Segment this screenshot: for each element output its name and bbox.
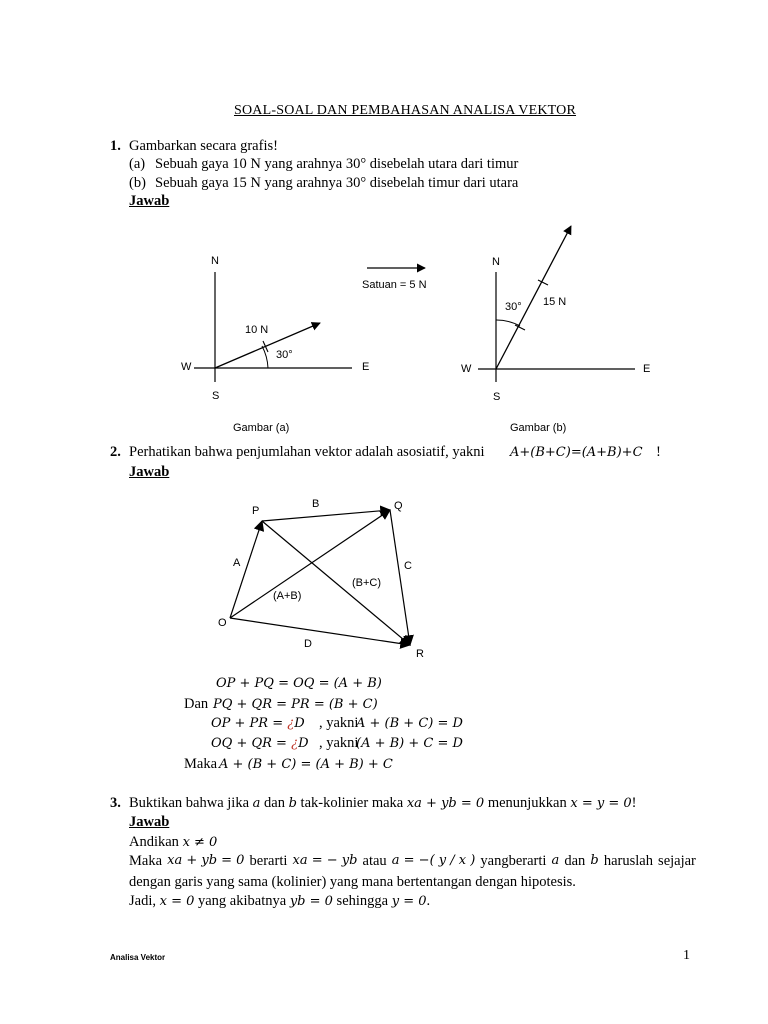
q2-line-5: A + (B + C) = (A + B) + C bbox=[219, 757, 393, 772]
q1-a-text: Sebuah gaya 10 N yang arahnya 30° disebelah utara dari timur bbox=[155, 156, 519, 172]
vector-b bbox=[262, 510, 390, 521]
q3-maka-berarti: berarti bbox=[249, 853, 288, 869]
q3-line-2: dengan garis yang sama (kolinier) yang mana bertentangan dengan hipotesis. bbox=[129, 874, 576, 890]
q3-maka-expr-1: xa + yb = 0 bbox=[167, 853, 245, 868]
q2-label-a-plus-b: (A+B) bbox=[273, 590, 302, 602]
figure-a bbox=[194, 272, 352, 382]
q3-jadi-expr-1: x = 0 bbox=[159, 894, 195, 909]
q3-maka-yangberarti: yangberarti bbox=[480, 853, 547, 869]
q3-expr-1: xa + yb = 0 bbox=[406, 796, 485, 811]
vector-a-plus-b bbox=[230, 510, 390, 618]
q2-line-3 bbox=[211, 716, 305, 731]
fig-b-label-s: S bbox=[493, 391, 501, 403]
q2-label-o: O bbox=[218, 617, 227, 629]
fig-b-label-w: W bbox=[461, 363, 472, 375]
q2-line-4-math2: (A + B) + C = D bbox=[356, 736, 463, 751]
q2-line-3-red: ¿ bbox=[287, 716, 295, 731]
fig-a-force-label: 10 N bbox=[245, 324, 269, 336]
q1-b-text: Sebuah gaya 15 N yang arahnya 30° disebelah timur dari utara bbox=[155, 175, 519, 191]
q2-label-b-plus-c: (B+C) bbox=[352, 577, 382, 589]
q2-line-4-math: OQ + QR = bbox=[211, 736, 292, 751]
q2-line-4-after: D bbox=[298, 736, 309, 751]
q3-jadi-expr-2: yb = 0 bbox=[289, 894, 333, 909]
q3-maka-atau: atau bbox=[362, 853, 387, 869]
q1-number: 1. bbox=[110, 138, 121, 154]
fig-a-label-w: W bbox=[181, 361, 192, 373]
q3-maka-var-b: b bbox=[590, 853, 599, 868]
q2-line-5-prefix: Maka bbox=[184, 756, 218, 772]
q3-end: ! bbox=[631, 795, 637, 811]
q1-b-label: (b) bbox=[129, 175, 146, 191]
fig-a-caption: Gambar (a) bbox=[233, 422, 290, 434]
figure-q2 bbox=[230, 510, 410, 645]
q3-maka-line bbox=[129, 853, 696, 870]
q3-maka-var-a: a bbox=[551, 853, 560, 868]
q3-jadi-line bbox=[129, 893, 430, 910]
page-number: 1 bbox=[683, 948, 690, 963]
q3-text-2: tak-kolinier maka bbox=[300, 795, 404, 811]
q3-jawab: Jawab bbox=[129, 814, 170, 830]
fig-b-label-e: E bbox=[643, 363, 651, 375]
q3-jadi-sehingga: sehingga bbox=[336, 893, 389, 909]
document-title: SOAL-SOAL DAN PEMBAHASAN ANALISA VEKTOR bbox=[233, 103, 577, 118]
q3-var-b: b bbox=[288, 796, 297, 811]
q2-line-4-mid: , yakni bbox=[319, 735, 359, 751]
q3-andikan-line bbox=[129, 834, 217, 851]
vector-c bbox=[390, 510, 410, 645]
q3-var-a: a bbox=[252, 796, 261, 811]
q3-maka-dan: dan bbox=[564, 853, 586, 869]
q2-label-q: Q bbox=[394, 500, 403, 512]
q1-jawab: Jawab bbox=[129, 193, 170, 209]
q2-line-3-mid: , yakni bbox=[319, 715, 359, 731]
q2-label-p: P bbox=[252, 505, 260, 517]
q3-maka-expr-3: a = −( y / x ) bbox=[391, 853, 476, 868]
fig-a-label-n: N bbox=[211, 255, 219, 267]
q2-line-3-after: D bbox=[294, 716, 305, 731]
fig-b-angle-label: 30° bbox=[505, 301, 522, 313]
fig-b-label-n: N bbox=[492, 256, 500, 268]
q3-jadi-expr-3: y = 0 bbox=[391, 894, 427, 909]
fig-a-label-e: E bbox=[362, 361, 370, 373]
q2-line-3-math: OP + PR = bbox=[211, 716, 288, 731]
q3-text-3: menunjukkan bbox=[487, 795, 567, 811]
q3-andikan-expr: x ≠ 0 bbox=[182, 835, 218, 850]
q3-expr-2: x = y = 0 bbox=[570, 796, 632, 811]
footer-left: Analisa Vektor bbox=[110, 953, 166, 962]
q3-line-1 bbox=[129, 795, 636, 812]
q3-maka-haruslah: haruslah bbox=[603, 853, 653, 869]
q3-maka-sejajar: sejajar bbox=[658, 853, 696, 869]
q3-maka-word: Maka bbox=[129, 853, 163, 869]
q2-text: Perhatikan bahwa penjumlahan vektor adalah asosiatif, yakni bbox=[129, 444, 485, 460]
q2-number: 2. bbox=[110, 444, 121, 460]
q2-jawab: Jawab bbox=[129, 464, 170, 480]
q2-line-2-prefix: Dan bbox=[184, 696, 209, 712]
q3-jadi-word: Jadi, bbox=[129, 893, 156, 909]
q3-number: 3. bbox=[110, 795, 121, 811]
q2-line-4 bbox=[211, 736, 309, 751]
fig-a-angle-label: 30° bbox=[276, 349, 293, 361]
q3-andikan: Andikan bbox=[129, 834, 179, 850]
fig-a-label-s: S bbox=[212, 390, 220, 402]
q1-text: Gambarkan secara grafis! bbox=[129, 138, 278, 154]
q2-label-r: R bbox=[416, 648, 424, 660]
q2-end: ! bbox=[656, 444, 661, 460]
q3-jadi-text: yang akibatnya bbox=[198, 893, 287, 909]
q2-formula: A+(B+C)=(A+B)+C bbox=[510, 445, 643, 460]
q2-label-d: D bbox=[304, 638, 312, 650]
vector-a bbox=[230, 521, 262, 618]
scale-label: Satuan = 5 N bbox=[362, 279, 427, 291]
q2-line-4-red: ¿ bbox=[291, 736, 299, 751]
q3-jadi-period: . bbox=[426, 893, 431, 909]
q2-line-2: PQ + QR = PR = (B + C) bbox=[213, 697, 378, 712]
q2-label-c: C bbox=[404, 560, 412, 572]
q3-dan: dan bbox=[264, 795, 285, 811]
q3-maka-expr-2: xa = − yb bbox=[292, 853, 358, 868]
q2-line-1: OP + PQ = OQ = (A + B) bbox=[216, 676, 382, 691]
q2-label-b: B bbox=[312, 498, 320, 510]
q2-line-3-math2: A + (B + C) = D bbox=[356, 716, 463, 731]
q3-text-1: Buktikan bahwa jika bbox=[129, 795, 250, 811]
q2-label-a: A bbox=[233, 557, 241, 569]
q1-a-label: (a) bbox=[129, 156, 146, 172]
fig-b-force-label: 15 N bbox=[543, 296, 567, 308]
fig-b-caption: Gambar (b) bbox=[510, 422, 567, 434]
